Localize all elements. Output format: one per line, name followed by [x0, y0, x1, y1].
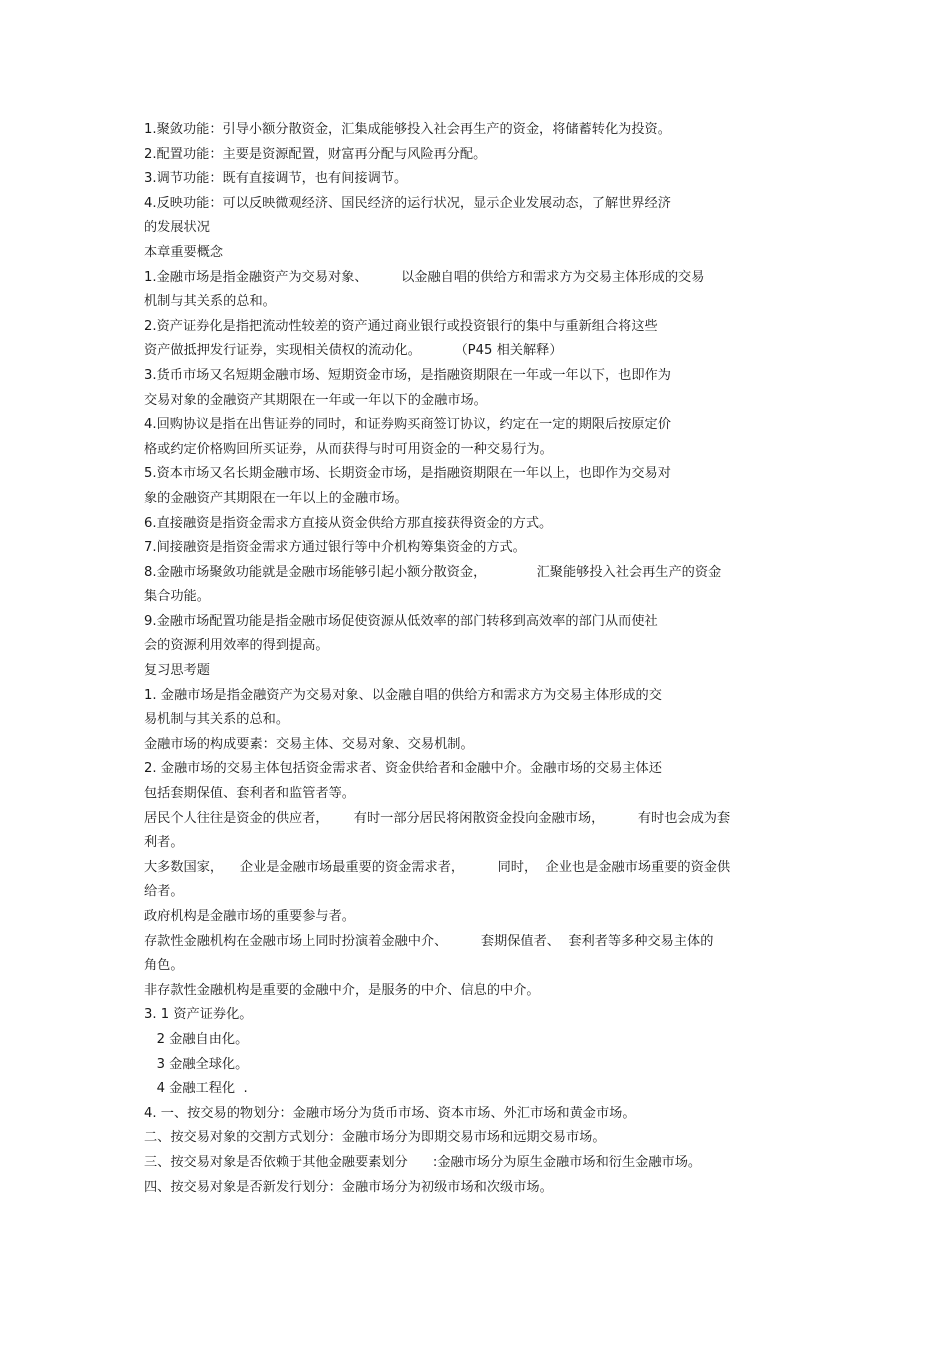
- text-line: 金融市场的构成要素：交易主体、交易对象、交易机制。: [144, 736, 474, 752]
- text-line: 8.金融市场聚敛功能就是金融市场能够引起小额分散资金， 汇聚能够投入社会再生产的资金: [144, 564, 722, 580]
- text-line: 政府机构是金融市场的重要参与者。: [144, 909, 355, 924]
- text-line: 1.聚敛功能：引导小额分散资金，汇集成能够投入社会再生产的资金，将储蓄转化为投资。: [144, 122, 671, 137]
- text-line: 机制与其关系的总和。: [144, 294, 276, 310]
- text-line: 二、按交易对象的交割方式划分：金融市场分为即期交易市场和远期交易市场。: [144, 1130, 606, 1146]
- text-line: 本章重要概念: [144, 244, 224, 260]
- text-line: 给者。: [144, 884, 184, 900]
- text-line: 4. 一、按交易的物划分：金融市场分为货币市场、资本市场、外汇市场和黄金市场。: [144, 1105, 636, 1121]
- text-line: 2.配置功能：主要是资源配置，财富再分配与风险再分配。: [144, 146, 487, 162]
- text-line: 格或约定价格购回所买证券，从而获得与时可用资金的一种交易行为。: [144, 441, 553, 457]
- text-line: 复习思考题: [144, 663, 210, 679]
- text-line: 3. 1 资产证券化。: [144, 1007, 253, 1023]
- text-line: 5.资本市场又名长期金融市场、长期资金市场，是指融资期限在一年以上，也即作为交易对: [144, 466, 671, 482]
- text-line: 3 金融全球化。: [144, 1056, 249, 1072]
- text-line: 2 金融自由化。: [144, 1031, 249, 1047]
- text-line: 会的资源利用效率的得到提高。: [144, 638, 329, 654]
- text-line: 包括套期保值、套利者和监管者等。: [144, 786, 355, 802]
- text-line: 利者。: [144, 835, 184, 851]
- text-line: 角色。: [144, 958, 184, 974]
- text-line: 3.货币市场又名短期金融市场、短期资金市场，是指融资期限在一年或一年以下，也即作为: [144, 367, 671, 383]
- text-line: 2.资产证券化是指把流动性较差的资产通过商业银行或投资银行的集中与重新组合将这些: [144, 318, 658, 334]
- text-line: 居民个人往往是资金的供应者， 有时一部分居民将闲散资金投向金融市场， 有时也会成为套: [144, 810, 731, 826]
- text-line: 6.直接融资是指资金需求方直接从资金供给方那直接获得资金的方式。: [144, 515, 553, 531]
- text-line: 交易对象的金融资产其期限在一年或一年以下的金融市场。: [144, 392, 487, 408]
- text-line: 4.回购协议是指在出售证券的同时，和证券购买商签订协议，约定在一定的期限后按原定价: [144, 417, 671, 433]
- text-line: 9.金融市场配置功能是指金融市场促使资源从低效率的部门转移到高效率的部门从而使社: [144, 613, 658, 629]
- text-line: 非存款性金融机构是重要的金融中介，是服务的中介、信息的中介。: [144, 982, 540, 998]
- text-line: 1. 金融市场是指金融资产为交易对象、以金融自唱的供给方和需求方为交易主体形成的交: [144, 687, 662, 703]
- text-line: 三、按交易对象是否依赖于其他金融要素划分 :金融市场分为原生金融市场和衍生金融市场。: [144, 1154, 702, 1170]
- text-line: 集合功能。: [144, 589, 210, 605]
- text-line: 1.金融市场是指金融资产为交易对象、 以金融自唱的供给方和需求方为交易主体形成的交易: [144, 269, 705, 285]
- text-line: 2. 金融市场的交易主体包括资金需求者、资金供给者和金融中介。金融市场的交易主体还: [144, 761, 662, 777]
- text-line: 象的金融资产其期限在一年以上的金融市场。: [144, 490, 408, 506]
- text-line: 7.间接融资是指资金需求方通过银行等中介机构筹集资金的方式。: [144, 540, 526, 556]
- text-line: 存款性金融机构在金融市场上同时扮演着金融中介、 套期保值者、 套利者等多种交易主体的: [144, 933, 714, 949]
- text-line: 4.反映功能：可以反映微观经济、国民经济的运行状况，显示企业发展动态，了解世界经济: [144, 195, 671, 211]
- text-line: 4 金融工程化 .: [144, 1081, 248, 1097]
- text-line: 的发展状况: [144, 220, 210, 236]
- document-body: [144, 118, 844, 1200]
- text-line: 大多数国家， 企业是金融市场最重要的资金需求者， 同时， 企业也是金融市场重要的资金供: [144, 859, 731, 875]
- text-line: 易机制与其关系的总和。: [144, 712, 290, 728]
- text-line: 资产做抵押发行证券，实现相关债权的流动化。 （P45 相关解释）: [144, 343, 563, 359]
- text-line: 3.调节功能：既有直接调节，也有间接调节。: [144, 171, 408, 187]
- text-line: 四、按交易对象是否新发行划分：金融市场分为初级市场和次级市场。: [144, 1179, 553, 1195]
